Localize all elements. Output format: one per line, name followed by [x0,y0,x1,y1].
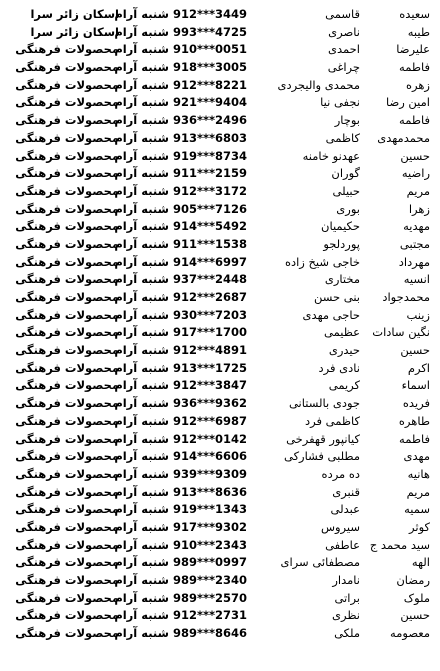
location-label: شنبه آرام [114,254,169,269]
last-name: ملکی [334,626,360,641]
category-label: محصولات فرهنگی [15,113,119,128]
list-item [0,466,440,484]
phone-and-location [114,572,247,590]
location-label: شنبه آرام [114,24,169,39]
phone-number: 989***8646 [172,626,247,641]
last-name: عاطفی [325,537,360,552]
list-item [0,448,440,466]
first-name: طاهره [398,413,430,428]
phone-number: 919***1343 [172,502,247,517]
phone-number: 989***2570 [172,590,247,605]
phone-and-location [114,431,247,449]
first-name: فاطمه [399,113,430,128]
last-name: کیانپور قهفرخی [286,431,360,446]
list-item [0,77,440,95]
phone-number: 917***9302 [172,519,247,534]
phone-and-location [114,501,247,519]
first-name: مهرداد [398,254,430,269]
phone-and-location [114,360,247,378]
list-item [0,148,440,166]
phone-and-location [114,342,247,360]
phone-and-location [114,41,247,59]
phone-and-location [114,77,247,95]
phone-number: 912***2731 [172,608,247,623]
phone-number: 905***7126 [172,201,247,216]
location-label: شنبه آرام [114,7,169,21]
location-label: شنبه آرام [114,77,169,92]
phone-and-location [114,254,247,272]
phone-number: 912***0142 [172,431,247,446]
phone-number: 918***3005 [172,60,247,75]
last-name: محمدی والیجردی [277,77,360,92]
phone-and-location [114,218,247,236]
location-label: شنبه آرام [114,537,169,552]
location-label: شنبه آرام [114,413,169,428]
phone-and-location [114,607,247,625]
phone-number: 917***1700 [172,325,247,340]
last-name: عهدنو خامنه [302,148,360,163]
category-label: محصولات فرهنگی [15,378,119,393]
list-item [0,112,440,130]
list-item [0,201,440,219]
phone-number: 989***0997 [172,555,247,570]
phone-number: 937***2448 [172,272,247,287]
phone-number: 913***6803 [172,130,247,145]
last-name: احمدی [328,42,360,57]
phone-number: 912***6987 [172,413,247,428]
location-label: شنبه آرام [114,183,169,198]
phone-and-location [114,590,247,608]
phone-and-location [114,183,247,201]
first-name: مهدی [403,449,430,464]
phone-number: 913***8636 [172,484,247,499]
last-name: براتی [334,590,360,605]
phone-and-location [114,413,247,431]
phone-number: 912***3449 [172,7,247,21]
category-label: محصولات فرهنگی [15,254,119,269]
category-label: محصولات فرهنگی [15,236,119,251]
list-item [0,395,440,413]
list-item [0,607,440,625]
list-item [0,324,440,342]
location-label: شنبه آرام [114,343,169,358]
first-name: انسیه [403,272,430,287]
last-name: عبدلی [330,502,360,517]
phone-and-location [114,519,247,537]
list-item [0,360,440,378]
category-label: محصولات فرهنگی [15,519,119,534]
phone-and-location [114,466,247,484]
last-name: مختاری [324,272,360,287]
last-name: حبیلی [332,183,360,198]
first-name: زینب [406,307,430,322]
category-label: محصولات فرهنگی [15,537,119,552]
phone-and-location [114,59,247,77]
list-item [0,6,440,24]
last-name: حکیمیان [321,219,360,234]
first-name: علیرضا [396,42,430,57]
phone-number: 914***6606 [172,449,247,464]
category-label: محصولات فرهنگی [15,42,119,57]
first-name: کوثر [409,519,430,534]
phone-and-location [114,201,247,219]
location-label: شنبه آرام [114,431,169,446]
phone-and-location [114,377,247,395]
first-name: اکرم [407,360,430,375]
category-label: محصولات فرهنگی [15,360,119,375]
category-label: محصولات فرهنگی [15,413,119,428]
phone-number: 912***8221 [172,77,247,92]
first-name: حسین [400,608,430,623]
first-name: سعیده [399,7,430,21]
phone-number: 910***0051 [172,42,247,57]
phone-number: 939***9309 [172,466,247,481]
list-item [0,519,440,537]
last-name: کاظمی [325,130,360,145]
first-name: زهره [406,77,430,92]
first-name: فریده [402,396,430,411]
category-label: محصولات فرهنگی [15,325,119,340]
phone-number: 936***2496 [172,113,247,128]
list-item [0,289,440,307]
category-label: محصولات فرهنگی [15,396,119,411]
category-label: محصولات فرهنگی [15,219,119,234]
last-name: چراغی [327,60,360,75]
phone-number: 911***1538 [172,236,247,251]
phone-and-location [114,130,247,148]
first-name: حسین [400,343,430,358]
phone-and-location [114,289,247,307]
list-item [0,254,440,272]
location-label: شنبه آرام [114,219,169,234]
location-label: شنبه آرام [114,236,169,251]
phone-and-location [114,236,247,254]
list-item [0,342,440,360]
phone-number: 936***9362 [172,396,247,411]
last-name: نادی فرد [318,360,360,375]
list-item [0,41,440,59]
list-item [0,165,440,183]
category-label: محصولات فرهنگی [15,626,119,641]
location-label: شنبه آرام [114,42,169,57]
category-label: محصولات فرهنگی [15,307,119,322]
first-name: مجتبی [399,236,430,251]
last-name: بوری [336,201,360,216]
list-item [0,59,440,77]
phone-and-location [114,24,247,42]
phone-and-location [114,625,247,643]
last-name: مطلبی فشارکی [284,449,360,464]
category-label: محصولات فرهنگی [15,449,119,464]
category-label: محصولات فرهنگی [15,502,119,517]
category-label: اسکان زائر سرا [30,7,119,21]
list-item [0,431,440,449]
first-name: فاطمه [399,431,430,446]
first-name: سید محمد ج [369,537,430,552]
list-item [0,625,440,643]
location-label: شنبه آرام [114,325,169,340]
phone-number: 912***2687 [172,290,247,304]
category-label: محصولات فرهنگی [15,573,119,587]
category-label: محصولات فرهنگی [15,77,119,92]
first-name: طیبه [407,24,430,39]
category-label: محصولات فرهنگی [15,608,119,623]
phone-and-location [114,271,247,289]
location-label: شنبه آرام [114,626,169,641]
category-label: محصولات فرهنگی [15,183,119,198]
last-name: نامدار [332,573,360,587]
last-name: کریمی [328,378,360,393]
phone-number: 993***4725 [172,24,247,39]
phone-and-location [114,324,247,342]
location-label: شنبه آرام [114,95,169,110]
first-name: هانیه [407,466,430,481]
list-item [0,183,440,201]
phone-number: 910***2343 [172,537,247,552]
first-name: ملوک [403,590,430,605]
list-item [0,501,440,519]
first-name: محمدجواد [382,290,430,304]
list-item [0,94,440,112]
first-name: زهرا [408,201,430,216]
phone-number: 921***9404 [172,95,247,110]
location-label: شنبه آرام [114,290,169,304]
first-name: مهدیه [403,219,430,234]
phone-and-location [114,165,247,183]
category-label: محصولات فرهنگی [15,60,119,75]
location-label: شنبه آرام [114,590,169,605]
phone-and-location [114,554,247,572]
last-name: نظری [332,608,360,623]
phone-and-location [114,395,247,413]
category-label: محصولات فرهنگی [15,148,119,163]
location-label: شنبه آرام [114,307,169,322]
last-name: خاجی شیخ زاده [284,254,360,269]
first-name: محمدمهدی [377,130,430,145]
first-name: فاطمه [399,60,430,75]
phone-and-location [114,94,247,112]
last-name: گوران [331,166,360,181]
phone-and-location [114,484,247,502]
phone-and-location [114,448,247,466]
last-name: نجفی نیا [320,95,360,110]
phone-number: 911***2159 [172,166,247,181]
list-item [0,271,440,289]
location-label: شنبه آرام [114,573,169,587]
list-item [0,236,440,254]
phone-and-location [114,148,247,166]
phone-number: 912***3847 [172,378,247,393]
phone-number: 989***2340 [172,573,247,587]
first-name: نگین سادات [372,325,430,340]
category-label: محصولات فرهنگی [15,201,119,216]
last-name: جودی بالستانی [288,396,360,411]
list-item [0,484,440,502]
first-name: مریم [406,484,430,499]
location-label: شنبه آرام [114,60,169,75]
last-name: قنبری [332,484,360,499]
category-label: محصولات فرهنگی [15,166,119,181]
list-item [0,537,440,555]
location-label: شنبه آرام [114,166,169,181]
list-item [0,413,440,431]
location-label: شنبه آرام [114,360,169,375]
last-name: حاجی مهدی [302,307,360,322]
list-item [0,572,440,590]
phone-and-location [114,307,247,325]
location-label: شنبه آرام [114,201,169,216]
location-label: شنبه آرام [114,519,169,534]
category-label: محصولات فرهنگی [15,290,119,304]
first-name: رمضان [396,573,430,587]
last-name: ناصری [328,24,360,39]
phone-number: 930***7203 [172,307,247,322]
list-item [0,554,440,572]
location-label: شنبه آرام [114,272,169,287]
last-name: پوردلجو [323,236,360,251]
last-name: ده مرده [321,466,360,481]
location-label: شنبه آرام [114,466,169,481]
location-label: شنبه آرام [114,113,169,128]
category-label: محصولات فرهنگی [15,343,119,358]
category-label: محصولات فرهنگی [15,466,119,481]
list-item [0,218,440,236]
list-item [0,307,440,325]
first-name: سمیه [404,502,430,517]
list-item [0,130,440,148]
phone-number: 914***6997 [172,254,247,269]
first-name: حسین [400,148,430,163]
first-name: امین رضا [385,95,430,110]
last-name: بوچار [334,113,360,128]
last-name: سیروس [320,519,360,534]
phone-number: 912***4891 [172,343,247,358]
location-label: شنبه آرام [114,378,169,393]
location-label: شنبه آرام [114,555,169,570]
location-label: شنبه آرام [114,502,169,517]
first-name: اسماء [401,378,430,393]
location-label: شنبه آرام [114,148,169,163]
phone-number: 919***8734 [172,148,247,163]
category-label: محصولات فرهنگی [15,590,119,605]
location-label: شنبه آرام [114,449,169,464]
last-name: عظیمی [324,325,360,340]
list-item [0,24,440,42]
category-label: محصولات فرهنگی [15,130,119,145]
phone-and-location [114,6,247,24]
phone-number: 912***3172 [172,183,247,198]
phone-and-location [114,112,247,130]
phone-number: 913***1725 [172,360,247,375]
first-name: معصومه [390,626,430,641]
category-label: محصولات فرهنگی [15,431,119,446]
last-name: کاظمی فرد [305,413,360,428]
list-item [0,377,440,395]
category-label: محصولات فرهنگی [15,95,119,110]
location-label: شنبه آرام [114,396,169,411]
first-name: راضیه [401,166,430,181]
last-name: بنی حسن [313,290,360,304]
category-label: اسکان زائر سرا [30,24,119,39]
phone-and-location [114,537,247,555]
phone-number: 914***5492 [172,219,247,234]
last-name: قاسمی [325,7,360,21]
last-name: حیدری [328,343,360,358]
location-label: شنبه آرام [114,130,169,145]
first-name: مریم [406,183,430,198]
winners-list [0,6,440,643]
category-label: محصولات فرهنگی [15,555,119,570]
location-label: شنبه آرام [114,484,169,499]
first-name: الهه [411,555,430,570]
last-name: مصطفائی سرای [280,555,360,570]
list-item [0,590,440,608]
location-label: شنبه آرام [114,608,169,623]
category-label: محصولات فرهنگی [15,484,119,499]
category-label: محصولات فرهنگی [15,272,119,287]
